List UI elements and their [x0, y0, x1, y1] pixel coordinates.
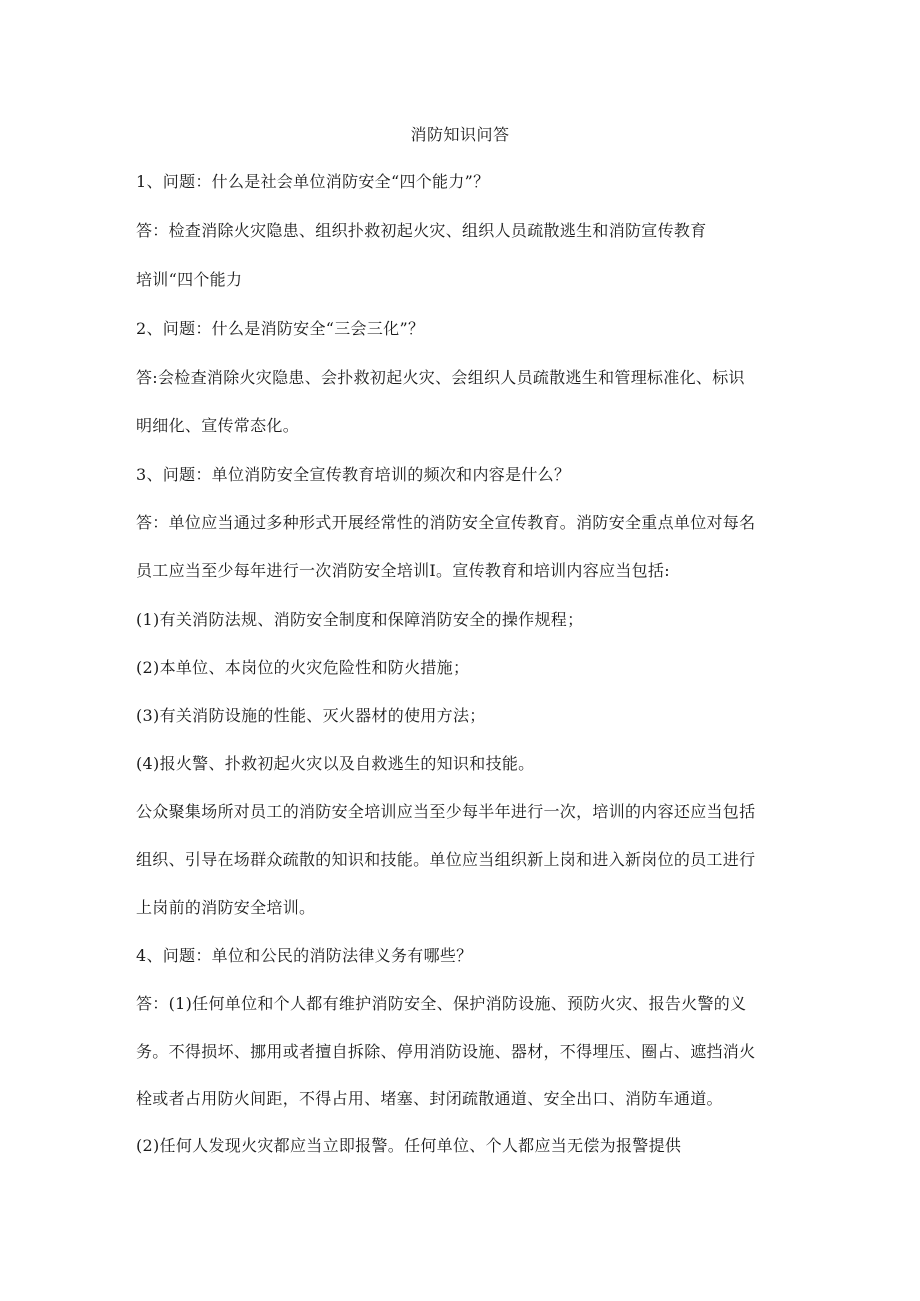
text-line: 公众聚集场所对员工的消防安全培训应当至少每半年进行一次，培训的内容还应当包括 [136, 802, 756, 821]
text-line: (4)报火警、扑救初起火灾以及自救逃生的知识和技能。 [136, 754, 535, 773]
text-line: 栓或者占用防火间距，不得占用、堵塞、封闭疏散通道、安全出口、消防车通道。 [136, 1089, 723, 1108]
text-line: 答：检查消除火灾隐患、组织扑救初起火灾、组织人员疏散逃生和消防宣传教育 [136, 221, 707, 240]
text-line: 务。不得损坏、挪用或者擅自拆除、停用消防设施、器材，不得埋压、圈占、遮挡消火 [136, 1042, 756, 1061]
text-line: 上岗前的消防安全培训。 [136, 898, 316, 917]
text-line: 组织、引导在场群众疏散的知识和技能。单位应当组织新上岗和进入新岗位的员工进行 [136, 850, 756, 869]
text-line: (1)有关消防法规、消防安全制度和保障消防安全的操作规程； [136, 610, 584, 629]
text-line: 3、问题：单位消防安全宣传教育培训的频次和内容是什么？ [136, 465, 571, 484]
text-line: 2、问题：什么是消防安全“三会三化”？ [136, 319, 425, 338]
text-line: 明细化、宣传常态化。 [136, 416, 300, 435]
text-line: 答：(1)任何单位和个人都有维护消防安全、保护消防设施、预防火灾、报告火警的义 [136, 994, 747, 1013]
text-line: 答:会检查消除火灾隐患、会扑救初起火灾、会组织人员疏散逃生和管理标准化、标识 [136, 368, 745, 387]
text-line: (3)有关消防设施的性能、灭火器材的使用方法； [136, 706, 486, 725]
text-line: (2)任何人发现火灾都应当立即报警。任何单位、个人都应当无偿为报警提供 [136, 1136, 682, 1155]
text-line: 答：单位应当通过多种形式开展经常性的消防安全宣传教育。消防安全重点单位对每名 [136, 513, 756, 532]
text-line: 4、问题：单位和公民的消防法律义务有哪些？ [136, 946, 473, 965]
text-line: 培训“四个能力 [136, 270, 243, 289]
document-title: 消防知识问答 [410, 125, 510, 144]
text-line: 员工应当至少每年进行一次消防安全培训I。宣传教育和培训内容应当包括: [136, 561, 670, 580]
text-line: 1、问题：什么是社会单位消防安全“四个能力”？ [136, 172, 490, 191]
text-line: (2)本单位、本岗位的火灾危险性和防火措施； [136, 658, 470, 677]
